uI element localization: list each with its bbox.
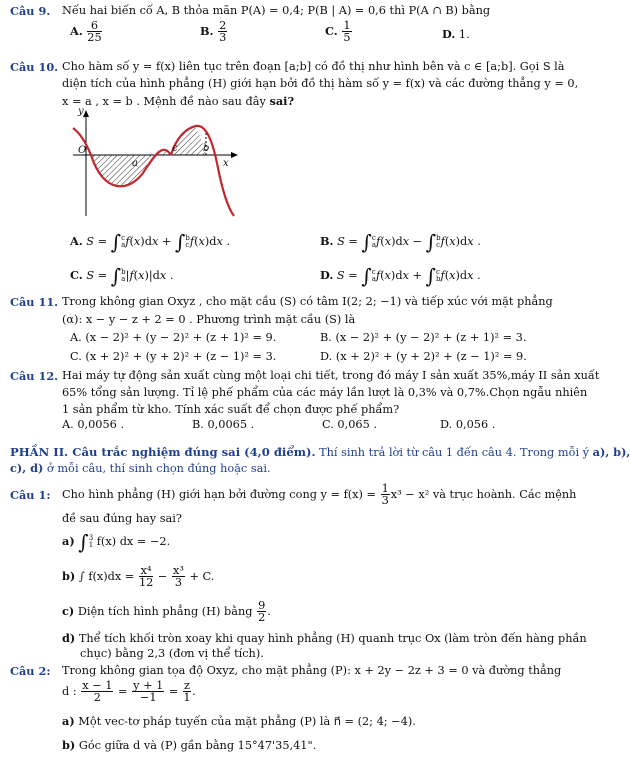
p1-statement-d: d) Thể tích khối tròn xoay khi quay hình phẳng (H) quanh trục Ox (làm tròn đến hàng phần xyxy=(62,631,587,645)
q12-num: Câu 12. xyxy=(10,369,59,383)
graph-x-label: x xyxy=(223,158,229,169)
q9-option-b: B. $\frac{2}{3}$ xyxy=(200,19,227,45)
q11-num: Câu 11. xyxy=(10,295,59,309)
graph-c-label: c xyxy=(172,143,178,154)
q12-option-c: C. 0,065 . xyxy=(322,418,377,431)
q10-line1: Cho hàm số y = f(x) liên tục trên đoạn [a;b] có đồ thị như hình bên và c ∈ [a;b]. Gọi S là xyxy=(62,60,565,73)
q11-option-b: B. (x − 2)² + (y − 2)² + (z + 1)² = 3. xyxy=(320,331,527,344)
q9-num: Câu 9. xyxy=(10,4,51,18)
q10-line3: x = a , x = b . Mệnh đề nào sau đây sai? xyxy=(62,94,295,108)
q12-option-a: A. 0,0056 . xyxy=(62,418,125,431)
q9-option-d: D. 1. xyxy=(442,27,470,41)
curve-fx xyxy=(73,126,234,216)
q11-option-d: D. (x + 2)² + (y + 2)² + (z − 1)² = 9. xyxy=(320,350,527,363)
q10-option-b: B. S = ∫ c a f(x)dx − ∫ b c f(x)dx . xyxy=(320,230,481,254)
q11-line2: (α): x − y − z + 2 = 0 . Phương trình mặt cầu (S) là xyxy=(62,313,356,326)
q9-option-c: C. $\frac{1}{5}$ xyxy=(325,19,351,45)
function-graph xyxy=(68,108,240,218)
q12-line3: 1 sản phẩm từ kho. Tính xác suất để chọn được phế phẩm? xyxy=(62,403,400,416)
q10-option-c: C. S = ∫ b a |f(x)|dx . xyxy=(70,264,174,288)
p2-statement-a: a) Một vec-tơ pháp tuyến của mặt phẳng (P) là n⃗ = (2; 4; −4). xyxy=(62,714,416,728)
p1-stem: Cho hình phẳng (H) giới hạn bởi đường cong y = f(x) = $\frac{1}{3}$ x³ − x² và trục hoành. Các mệnh xyxy=(62,482,577,508)
q10-num: Câu 10. xyxy=(10,60,59,74)
q12-line1: Hai máy tự động sản xuất cùng một loại chi tiết, trong đó máy I sản xuất 35%,máy II sản xuất xyxy=(62,369,600,382)
p2-line-d: d : $\frac{x - 1}{2}$ = $\frac{y + 1}{-1}$ = $\frac{z}{1}$ . xyxy=(62,679,196,705)
p1-num: Câu 1: xyxy=(10,488,51,502)
p1-statement-b: b) ∫ f(x)dx = $\frac{\text{x⁴}}{12}$ − $\frac{\text{x³}}{3}$ + C. xyxy=(62,564,215,590)
p2-statement-b: b) Góc giữa d và (P) gần bằng 15°47'35,41". xyxy=(62,738,317,752)
graph-y-label: y xyxy=(78,106,84,117)
q12-line2: 65% tổng sản lượng. Tỉ lệ phế phẩm của các máy lần lượt là 0,3% và 0,7%.Chọn ngẫu nhiên xyxy=(62,386,588,399)
p1-stem2: đề sau đúng hay sai? xyxy=(62,512,182,525)
part2-header-line2: c), d) ở mỗi câu, thí sinh chọn đúng hoặc sai. xyxy=(10,461,271,475)
graph-b-label: b xyxy=(203,143,210,154)
p1-statement-d-line2: chục) bằng 2,3 (đơn vị thể tích). xyxy=(80,647,264,660)
q9-stem: Nếu hai biến cố A, B thỏa mãn P(A) = 0,4; P(B | A) = 0,6 thì P(A ∩ B) bằng xyxy=(62,4,491,17)
graph-origin-label: O xyxy=(78,145,87,156)
q12-option-d: D. 0,056 . xyxy=(440,418,496,431)
q11-option-a: A. (x − 2)² + (y − 2)² + (z + 1)² = 9. xyxy=(70,331,277,344)
q10-option-d: D. S = ∫ c a f(x)dx + ∫ c b f(x)dx . xyxy=(320,264,481,288)
q11-option-c: C. (x + 2)² + (y + 2)² + (z − 1)² = 3. xyxy=(70,350,277,363)
part2-header: PHẦN II. Câu trắc nghiệm đúng sai (4,0 điểm). Thí sinh trả lời từ câu 1 đến câu 4. Trong mỗi ý a), b), xyxy=(10,445,630,459)
p2-stem: Trong không gian tọa độ Oxyz, cho mặt phẳng (P): x + 2y − 2z + 3 = 0 và đường thẳng xyxy=(62,664,562,677)
q10-option-a: A. S = ∫ c a f(x)dx + ∫ b c f(x)dx . xyxy=(70,230,231,254)
p1-statement-c: c) Diện tích hình phẳng (H) bằng $\frac{9}{2}$ . xyxy=(62,599,271,625)
p1-statement-a: a) ∫ 3 1 f(x) dx = −2. xyxy=(62,530,171,554)
q10-line2: diện tích của hình phẳng (H) giới hạn bởi đồ thị hàm số y = f(x) và các đường thẳng y = 0, xyxy=(62,77,579,90)
graph-a-label: a xyxy=(132,158,138,169)
p2-num: Câu 2: xyxy=(10,664,51,678)
q12-option-b: B. 0,0065 . xyxy=(192,418,255,431)
q11-line1: Trong không gian Oxyz , cho mặt cầu (S) có tâm I(2; 2; −1) và tiếp xúc với mặt phẳng xyxy=(62,295,553,308)
q9-option-a: A. $\frac{6}{25}$ xyxy=(70,19,102,45)
